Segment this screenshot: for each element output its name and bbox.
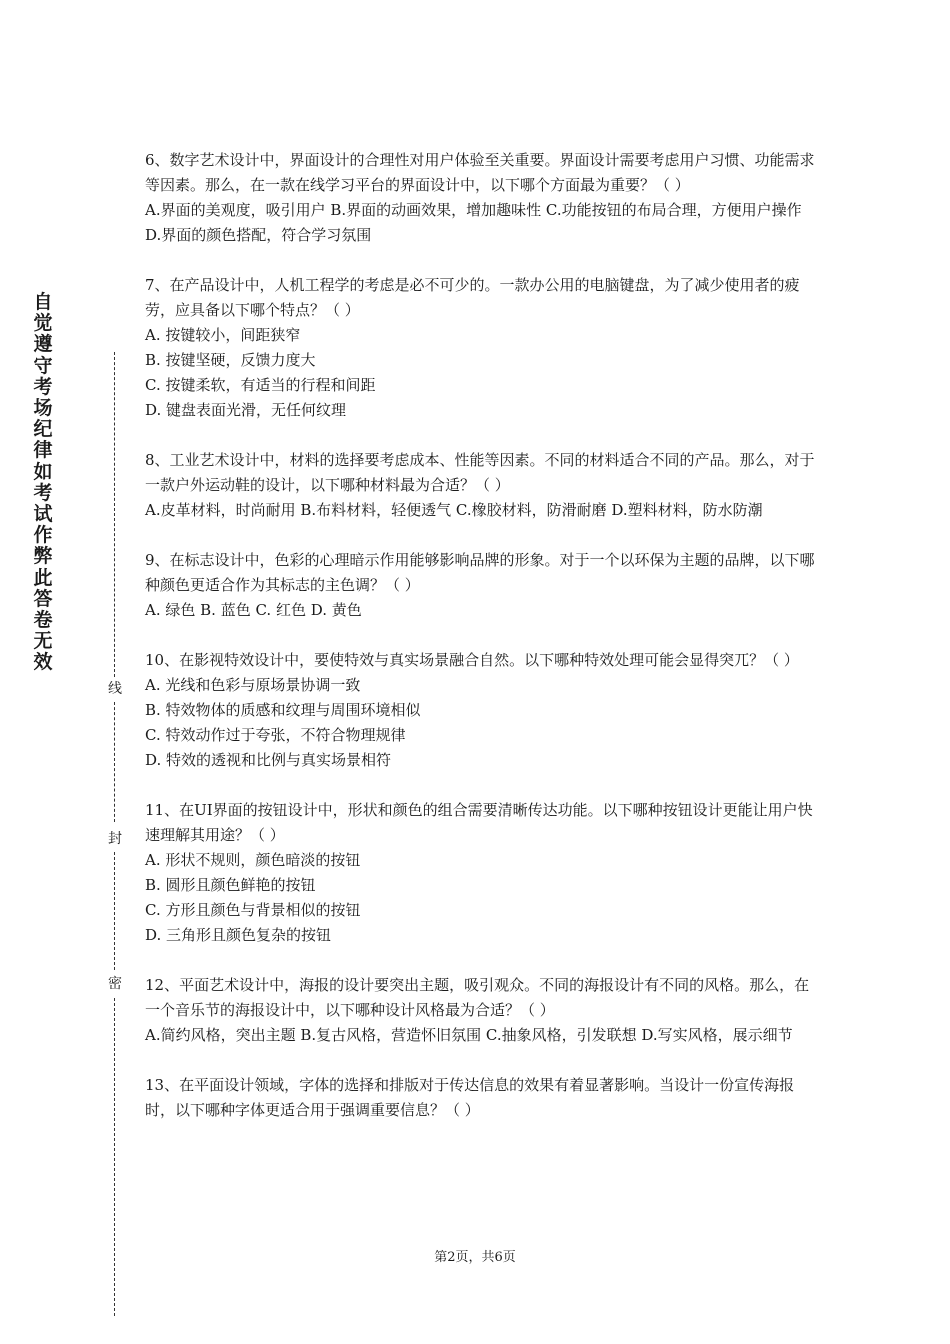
option-d: D. 键盘表面光滑，无任何纹理 [145, 401, 347, 419]
binding-dashed-line [114, 998, 115, 1316]
question-6 [145, 148, 815, 248]
question-9 [145, 548, 815, 623]
question-stem: 9、在标志设计中，色彩的心理暗示作用能够影响品牌的形象。对于一个以环保为主题的品牌，以下哪种颜色更适合作为其标志的主色调？（ ） [145, 551, 815, 594]
option-c: C. 方形且颜色与背景相似的按钮 [145, 901, 361, 919]
page-number-footer: 第2页，共6页 [434, 1250, 516, 1265]
question-stem: 6、数字艺术设计中，界面设计的合理性对用户体验至关重要。界面设计需要考虑用户习惯、功能需求等因素。那么，在一款在线学习平台的界面设计中，以下哪个方面最为重要？（ ） [145, 151, 815, 194]
option-c: C. 特效动作过于夸张，不符合物理规律 [145, 726, 406, 744]
exam-discipline-notice: 自觉遵守考场纪律如考试作弊此答卷无效 [33, 291, 53, 674]
binding-dashed-line [114, 352, 115, 677]
option-b: B. 按键坚硬，反馈力度大 [145, 351, 316, 369]
question-11 [145, 798, 815, 948]
binding-label-seal: 封 [105, 830, 125, 848]
option-a: A. 按键较小，间距狭窄 [145, 326, 301, 344]
question-list [145, 148, 815, 1148]
binding-label-secret: 密 [105, 975, 125, 993]
question-7 [145, 273, 815, 423]
question-stem: 7、在产品设计中，人机工程学的考虑是必不可少的。一款办公用的电脑键盘，为了减少使用者的疲劳，应具备以下哪个特点？（ ） [145, 276, 800, 319]
question-options: A.简约风格，突出主题 B.复古风格，营造怀旧氛围 C.抽象风格，引发联想 D.写实风格，展示细节 [145, 1026, 793, 1044]
question-12 [145, 973, 815, 1048]
question-stem: 12、平面艺术设计中，海报的设计要突出主题，吸引观众。不同的海报设计有不同的风格。那么，在一个音乐节的海报设计中，以下哪种设计风格最为合适？（ ） [145, 976, 810, 1019]
question-options: A.界面的美观度，吸引用户 B.界面的动画效果，增加趣味性 C.功能按钮的布局合理，方便用户操作 D.界面的颜色搭配，符合学习氛围 [145, 201, 802, 244]
binding-dashed-line [114, 852, 115, 970]
question-stem: 11、在UI界面的按钮设计中，形状和颜色的组合需要清晰传达功能。以下哪种按钮设计更能让用户快速理解其用途？（ ） [145, 801, 813, 844]
question-13 [145, 1073, 815, 1123]
binding-label-line: 线 [105, 680, 125, 698]
option-b: B. 特效物体的质感和纹理与周围环境相似 [145, 701, 421, 719]
option-a: A. 形状不规则，颜色暗淡的按钮 [145, 851, 361, 869]
question-stem: 10、在影视特效设计中，要使特效与真实场景融合自然。以下哪种特效处理可能会显得突兀？（ ） [145, 651, 799, 669]
option-d: D. 三角形且颜色复杂的按钮 [145, 926, 332, 944]
option-c: C. 按键柔软，有适当的行程和间距 [145, 376, 376, 394]
question-options: A. 绿色 B. 蓝色 C. 红色 D. 黄色 [145, 601, 362, 619]
question-10 [145, 648, 815, 773]
question-stem: 13、在平面设计领域，字体的选择和排版对于传达信息的效果有着显著影响。当设计一份宣传海报时，以下哪种字体更适合用于强调重要信息？（ ） [145, 1076, 795, 1119]
question-stem: 8、工业艺术设计中，材料的选择要考虑成本、性能等因素。不同的材料适合不同的产品。那么，对于一款户外运动鞋的设计，以下哪种材料最为合适？（ ） [145, 451, 815, 494]
option-b: B. 圆形且颜色鲜艳的按钮 [145, 876, 316, 894]
option-d: D. 特效的透视和比例与真实场景相符 [145, 751, 392, 769]
option-a: A. 光线和色彩与原场景协调一致 [145, 676, 361, 694]
binding-dashed-line [114, 702, 115, 822]
question-8 [145, 448, 815, 523]
question-options: A.皮革材料，时尚耐用 B.布料材料，轻便透气 C.橡胶材料，防滑耐磨 D.塑料材料，防水防潮 [145, 501, 763, 519]
